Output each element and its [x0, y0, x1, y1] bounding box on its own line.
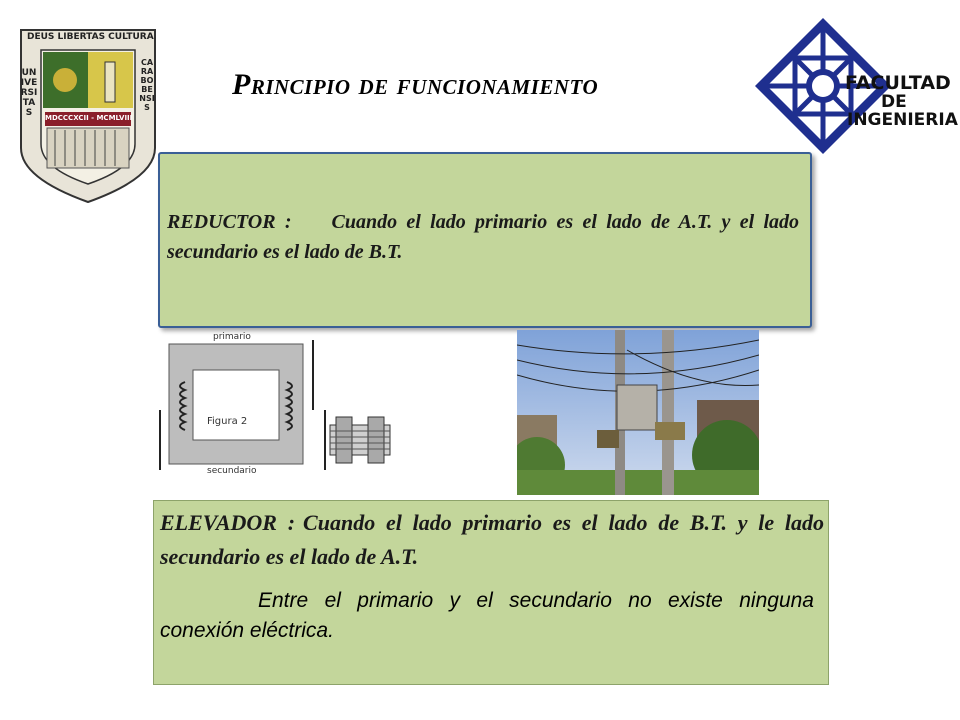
diagram-top-label: primario: [213, 332, 251, 342]
reductor-description: Cuando el lado primario es el lado de A.T. y el lado secundario es el lado de B.T.: [167, 211, 799, 263]
faculty-logo: [753, 16, 958, 156]
faculty-logo-line2: DE: [881, 92, 907, 112]
diagram-center-label: Figura 2: [207, 416, 248, 427]
elevador-text: [160, 506, 824, 574]
reductor-text: [167, 207, 799, 267]
elevador-label: ELEVADOR :: [160, 510, 296, 535]
shield-years: MDCCCXCII - MCMLVIII: [45, 114, 133, 122]
elevador-note-text: Entre el primario y el secundario no existe ninguna conexión eléctrica.: [160, 589, 814, 642]
faculty-logo-line3: INGENIERIA: [847, 110, 958, 130]
university-shield-logo: [17, 28, 159, 204]
page-title: Principio de funcionamiento: [232, 68, 599, 101]
reductor-label: REDUCTOR :: [167, 211, 292, 233]
diagram-bottom-label: secundario: [207, 466, 257, 476]
transformer-diagram: [155, 330, 405, 480]
elevador-note: [160, 586, 814, 646]
shield-ring-right: CARABOBENSIS: [139, 58, 155, 112]
elevador-description: Cuando el lado primario es el lado de B.T. y le lado secundario es el lado de A.T.: [160, 510, 824, 569]
transformer-photo: [517, 330, 759, 495]
shield-ring-left: UNIVERSITAS: [20, 68, 38, 118]
faculty-logo-line1: FACULTAD: [845, 72, 951, 94]
shield-motto: DEUS LIBERTAS CULTURA: [27, 32, 154, 42]
